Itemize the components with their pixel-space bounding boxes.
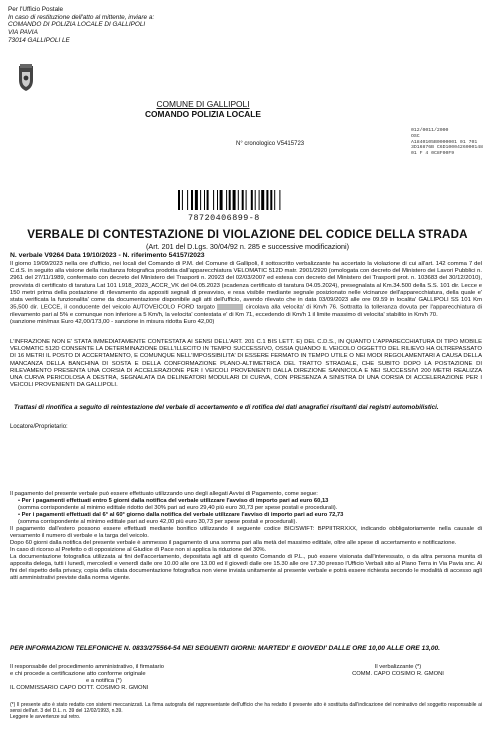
responsible-line: e a notifica (*) bbox=[86, 678, 122, 684]
municipality-name: COMUNE DI GALLIPOLI bbox=[156, 99, 250, 109]
reference-code: A1840105B0000001 01 701 bbox=[411, 139, 478, 145]
barcode-graphic bbox=[178, 190, 308, 210]
footnote bbox=[10, 702, 482, 720]
sender-address-block bbox=[8, 6, 208, 45]
owner-label: Locatore/Proprietario: bbox=[10, 424, 68, 430]
barcode-bar bbox=[279, 190, 280, 210]
barcode-bar bbox=[274, 190, 275, 210]
barcode-number: 78720406899-8 bbox=[188, 213, 260, 223]
sanction-range: (sanzione min/max Euro 42,00/173,00 - sanzione in misura ridotta Euro 42,00) bbox=[10, 319, 215, 326]
barcode-bar bbox=[255, 190, 256, 210]
violation-text: Il giorno 19/09/2023 nella ore d'ufficio, nei locali del Comando di P.M. del Comune di Gallipoli, il sottoscritto verbalizzante ha accertato la violazione di cui all'art. 142 comma 7 del C.d.S. in seguito alla visione della risultanza fotografica prodotta dall'apparecchiatura VELOMATIC 512D matr. 2901/2920 (omologata con decreto del Ministero dei Lavori Pubblici n. 2961 del 27/11/1989, confermato con decreto del Ministero dei Trasporti n. 20923 del 02/03/2007 ed estesa con decreto del Ministero dei Trasporti prot. n. 103683 del 30/12/2010), provvista di certificato di taratura Lat 101 L918_2023_ACCR_VK del 04.05.2023 (scadenza certificato di taratura 04.05.2024), presegnalata al Km.34.500 della S.S. 101 dir. Lecce e 150 metri prima della postazione di rilevamento da appositi segnali di preavviso, e resa visibile mediante segnale posizionato nelle vicinanze dell'apparecchiatura, della quale e' stata verificata la funzionalita' come da documentazione disponibile agli atti dell'ufficio, avendo rilevato che in data 03/09/2023 alle ore 09.59 in localita' GALLIPOLI SS 101 Km 35,500 dir. LECCE, il conducente del veicolo AUTOVEICOLO FORD targato bbox=[10, 261, 482, 311]
barcode-bar bbox=[182, 190, 183, 210]
barcode-bar bbox=[261, 190, 264, 210]
barcode-bar bbox=[226, 190, 227, 210]
reporting-officer-label: Il verbalizzante (*) bbox=[374, 664, 422, 670]
return-instructions: In caso di restituzione dell'atto al mittente, inviare a: bbox=[8, 13, 155, 21]
responsible-line: e chi procede a certificazione atto conforme originale bbox=[10, 671, 146, 677]
footnote-read-warnings: Leggere le avvertenze sul retro. bbox=[10, 714, 81, 720]
coat-of-arms-icon bbox=[16, 64, 36, 92]
barcode-bar bbox=[233, 190, 236, 210]
chronological-number: N° cronologico V5415723 bbox=[236, 141, 305, 147]
reference-code: 01 F 4 0C8F00F9 bbox=[411, 151, 455, 157]
renotification-note: Trattasi di rinotifica a seguito di reintestazione del verbale di accertamento e di rotifica dei dati anagrafici risultanti dai registri automobilistici. bbox=[14, 404, 439, 411]
non-contestation-reason: L'INFRAZIONE NON E' STATA IMMEDIATAMENTE CONTESTATA AI SENSI DELL'ART. 201 C.1 BIS LETT. E) DEL C.D.S., IN QUANTO L'APPARECCHIATURA DI TIPO MOBILE VELOMATIC 512D CONSENTE LA DETERMINAZIONE DELL'ILLECITO IN TEMPO SUCCESSIVO, OSSIA QUANDO IL VEICOLO OGGETTO DEL RILIEVO HA OLTREPASSATO DI 16 METRI IL POSTO DI ACCERTAMENTO, E COMUNQUE NELL'IMPOSSIBILITA' DI ESSERE FERMATO IN TEMPO UTILE O NEI MODI REGOLAMENTARI A CAUSA DELLA MANCANZA DELLA BANCHINA DI SOSTA E DELLA CONFORMAZIONE PLANO-ALTIMETRICA DEL TRATTO STRADALE, CHE SUBITO DOPO LA POSTAZIONE DI RILEVAMENTO PRESENTA UNA CORSIA DI ACCELERAZIONE PER I VEICOLI PROVENIENTI DALLA DIREZIONE SANNICOLA E NEI SUCCESSIVI 200 METRI REALIZZA UNA CURVA PERICOLOSA A DESTRA, SEGNALATA DA DELINEATORI MODULARI DI CURVA, CON PRESENZA A SINISTRA DI UNA CORSIA DI ACCELERAZIONE PER I VEICOLI PROVENIENTI DA GALLIPOLI. bbox=[10, 339, 482, 389]
barcode-bar bbox=[200, 190, 201, 210]
barcode-bar bbox=[178, 190, 180, 210]
reporting-officer-name: COMM. CAPO COSIMO R. GMONI bbox=[352, 671, 444, 677]
payment-option-5-days: • Per i pagamenti effettuati entro 5 giorni dalla notifica del verbale utilizzare l'avviso di importo pari ad euro 60,13 (somma corrispondente al minimo edittale ridotto del 30% pari ad euro 29,40 più euro 30,73 per spese postali e procedurali). bbox=[18, 498, 338, 511]
payment-option-60-days: • Per i pagamenti effettuati dal 6° al 60° giorno dalla notifica del verbale utilizzare l'avviso di importo pari ad euro 72,73 (somma corrispondente al minimo edittale pari ad euro 42,00 più euro 30,73 per spese postali e procedurali). bbox=[18, 512, 344, 525]
sender-name: COMANDO DI POLIZIA LOCALE DI GALLIPOLI bbox=[8, 21, 146, 29]
payment-intro: Il pagamento del presente verbale può essere effettuato utilizzando uno degli allegati Avvisi di Pagamento, come segue: bbox=[10, 491, 318, 497]
appeal-note: In caso di ricorso al Prefetto o di opposizione al Giudice di Pace non si applica la riduzione del 30%. bbox=[10, 547, 267, 553]
municipality-heading bbox=[128, 100, 278, 119]
reporting-officer-block bbox=[318, 664, 478, 678]
verbale-reference: N. verbale V9264 Data 19/10/2023 - N. riferimento 54157/2023 bbox=[10, 252, 205, 259]
sender-city: 73014 GALLIPOLI LE bbox=[8, 36, 70, 44]
responsible-line: Il responsabile del procedimento amministrativo, il firmatario bbox=[10, 664, 165, 670]
reference-code: 012/0011/2000 bbox=[411, 128, 449, 133]
reference-codes bbox=[411, 128, 489, 157]
payment-after-60-days: Dopo 60 giorni dalla notifica del presente verbale è ammesso il pagamento di una somma pari alla metà del massimo edittale, oltre alle spese di accertamento e notificazione. bbox=[10, 540, 457, 546]
barcode-bar bbox=[217, 190, 218, 210]
barcode-bar bbox=[207, 190, 209, 210]
barcode-bar bbox=[195, 190, 198, 210]
barcode-bar bbox=[270, 190, 272, 210]
barcode-bar bbox=[238, 190, 239, 210]
payment-option-60-days-detail: (somma corrispondente al minimo edittale pari ad euro 42,00 più euro 30,73 per spese postali e procedurali). bbox=[18, 519, 298, 525]
document-title: VERBALE DI CONTESTAZIONE DI VIOLAZIONE DEL CODICE DELLA STRADA bbox=[27, 228, 468, 241]
responsible-officer-block bbox=[10, 664, 260, 692]
footnote-signature-note: (*) Il presente atto è stato redatto con sistemi meccanizzati. La firma autografa del rappresentante dell'ufficio che ha redatto il presente atto è sostituita dall'indicazione del nominativo del soggetto responsabile ai sensi dell'art. 3 del D.L. n. 39 del 12/02/1993, n.39. bbox=[10, 702, 482, 714]
payment-option-5-days-amount: Per i pagamenti effettuati entro 5 giorni dalla notifica del verbale utilizzare l'avviso di importo pari ad euro 60,13 bbox=[21, 498, 329, 504]
violation-description bbox=[10, 261, 482, 326]
reference-code: 3D16876B C6D1000426000148 bbox=[411, 145, 483, 151]
payment-abroad: Il pagamento dall'estero possono essere effettuati mediante bonifico utilizzando il seguente codice BIC/SWIFT: BPPIITRRXXX, indicando obbligatoriamente nella causale di versamento il numero di verbale e la targa del veicolo. bbox=[10, 526, 482, 539]
postal-office-label: Per l'Ufficio Postale bbox=[8, 6, 64, 13]
photo-documentation-note: La documentazione fotografica utilizzata ai fini dell'accertamento, depositata agli atti di questo Comando di P.L., può essere visionata dall'interessato, o da altra persona munita di apposita delega, tutti i lunedì, mercoledì e venerdì dalle ore 10.00 alle ore 13.00 ed il giovedì dalle ore 15.30 alle ore 17.30 presso l'Ufficio Verbali sito al Piano Terra in Via Pavia snc. Ai fini del rispetto della privacy, copia della citata documentazione fotografica non viene inviata unitamente al presente verbale e potrà essere richiesta secondo le modalità di accesso agli atti amministrativi previste dalla norma vigente. bbox=[10, 554, 482, 581]
payment-option-5-days-detail: (somma corrispondente al minimo edittale ridotto del 30% pari ad euro 29,40 più euro 30,73 per spese postali e procedurali). bbox=[18, 505, 338, 511]
barcode-bar bbox=[220, 190, 223, 210]
barcode-bar bbox=[242, 190, 244, 210]
redacted-plate bbox=[217, 304, 243, 310]
police-command-name: COMANDO POLIZIA LOCALE bbox=[144, 108, 261, 119]
phone-info: PER INFORMAZIONI TELEFONICHE N. 0833/275564-54 NEI SEGUENTI GIORNI: MARTEDI' E GIOVEDI' DALLE ORE 10,00 ALLE ORE 13,00. bbox=[10, 645, 440, 652]
payment-section bbox=[10, 491, 482, 582]
reference-code: OSC bbox=[411, 133, 420, 139]
document-subtitle: (Art. 201 del D.Lgs. 30/04/92 n. 285 e successive modificazioni) bbox=[146, 242, 349, 251]
barcode-bar bbox=[204, 190, 205, 210]
barcode-bar bbox=[229, 190, 231, 210]
barcode-bar bbox=[191, 190, 193, 210]
barcode-bar bbox=[251, 190, 253, 210]
barcode-bar bbox=[213, 190, 214, 210]
barcode-bar bbox=[259, 190, 260, 210]
barcode-bar bbox=[187, 190, 188, 210]
violation-speed-text: circolava alla velocita' di Km/h 76. Sottratta la tolleranza dovuta per l'apparecchiatura di rilevamento pari al 5% e comunque non inferiore a 5 Km/h, la velocita' contestata e' di Km 71, eccedendo di Km/h 1 il limite massimo di velocita' stabilito in Km/h 70. bbox=[10, 304, 483, 318]
payment-option-60-days-amount: Per i pagamenti effettuati dal 6° al 60° giorno dalla notifica del verbale utilizzare l'avviso di importo pari ad euro 72,73 bbox=[21, 512, 344, 518]
sender-street: VIA PAVIA bbox=[8, 29, 38, 37]
barcode-bar bbox=[246, 190, 247, 210]
barcode-bar bbox=[266, 190, 268, 210]
responsible-officer-name: IL COMMISSARIO CAPO DOTT. COSIMO R. GMONI bbox=[10, 685, 149, 691]
